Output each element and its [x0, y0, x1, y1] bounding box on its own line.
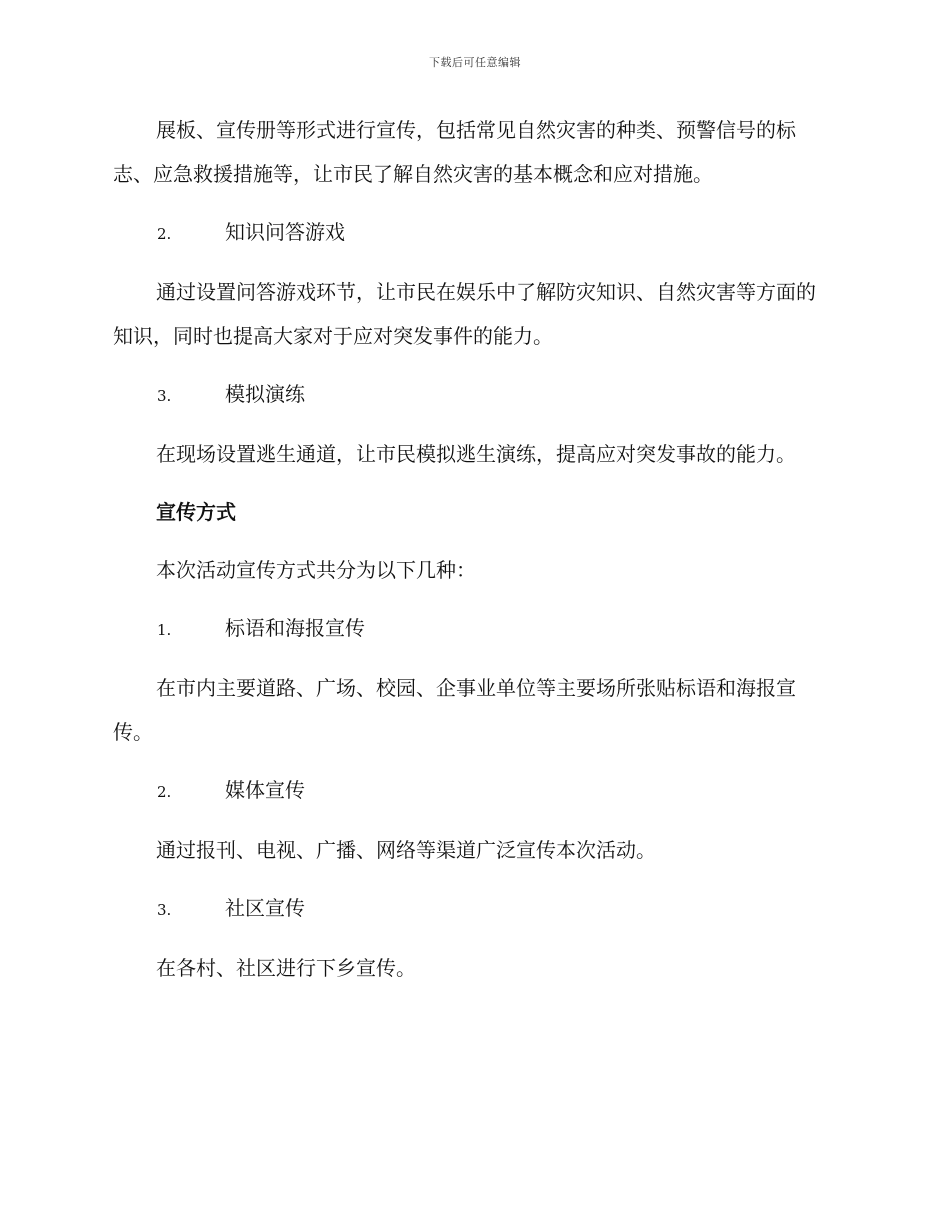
paragraph-posters: 在市内主要道路、广场、校园、企事业单位等主要场所张贴标语和海报宣传。: [113, 676, 796, 744]
list-item-title: 模拟演练: [225, 382, 305, 406]
list-item-quiz: [113, 210, 833, 256]
list-number: 3.: [157, 387, 172, 405]
list-number: 3.: [157, 901, 172, 919]
paragraph-quiz: 通过设置问答游戏环节，让市民在娱乐中了解防灾知识、自然灾害等方面的知识，同时也提高大家对于应对突发事件的能力。: [113, 280, 816, 348]
list-number: 2.: [157, 783, 172, 801]
list-item-title: 知识问答游戏: [225, 220, 345, 244]
list-number: 2.: [157, 225, 172, 243]
list-item-title: 媒体宣传: [225, 778, 305, 802]
document-body: [113, 108, 833, 1004]
page-header: 下载后可任意编辑: [429, 56, 521, 69]
paragraph-community: 在各村、社区进行下乡宣传。: [156, 956, 416, 980]
paragraph-drill: 在现场设置逃生通道，让市民模拟逃生演练，提高应对突发事故的能力。: [156, 442, 796, 466]
list-item-media: [113, 768, 833, 814]
list-item-drill: [113, 372, 833, 418]
paragraph-methods-intro: 本次活动宣传方式共分为以下几种：: [156, 558, 476, 582]
list-number: 1.: [157, 621, 172, 639]
paragraph-media: 通过报刊、电视、广播、网络等渠道广泛宣传本次活动。: [156, 838, 656, 862]
list-item-title: 社区宣传: [225, 896, 305, 920]
list-item-posters: [113, 606, 833, 652]
list-item-community: [113, 886, 833, 932]
list-item-title: 标语和海报宣传: [225, 616, 365, 640]
paragraph-exhibition: 展板、宣传册等形式进行宣传，包括常见自然灾害的种类、预警信号的标志、应急救援措施等，让市民了解自然灾害的基本概念和应对措施。: [113, 118, 796, 186]
section-heading: 宣传方式: [156, 500, 236, 524]
